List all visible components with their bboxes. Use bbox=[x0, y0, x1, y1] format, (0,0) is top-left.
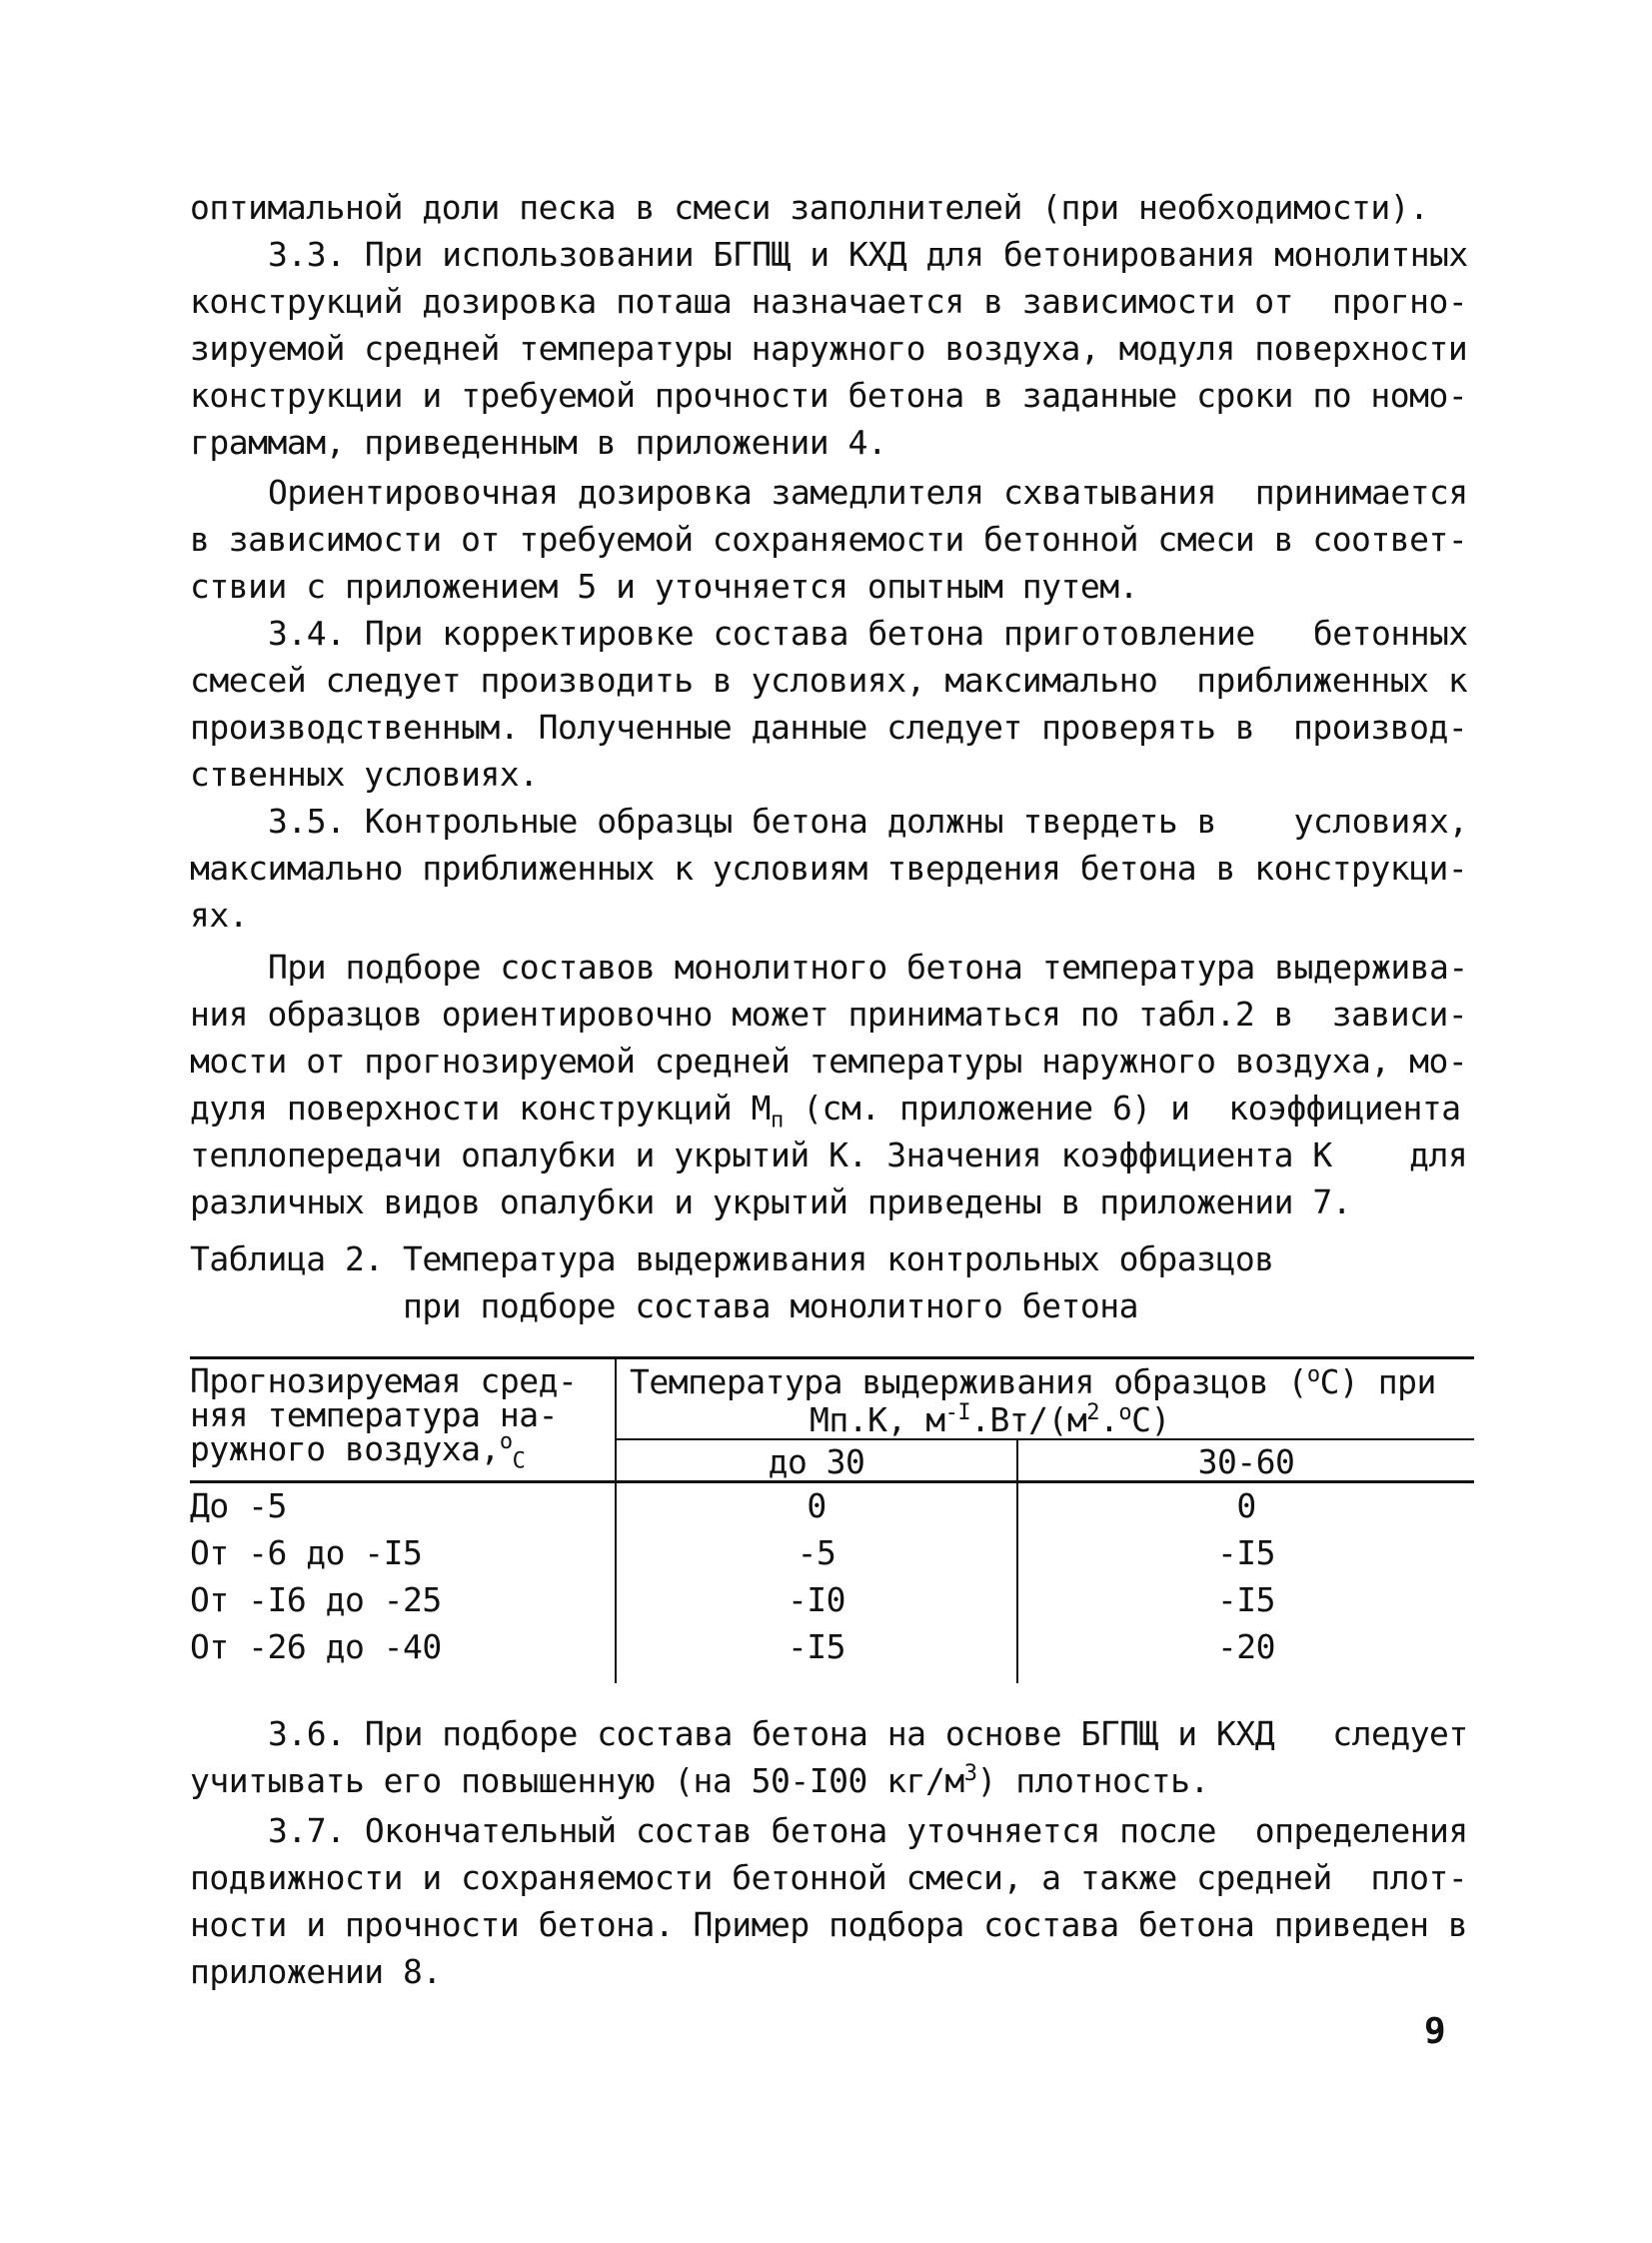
column-header: Прогнозируемая сред- bbox=[190, 1361, 578, 1400]
table-cell: 0 bbox=[1236, 1486, 1256, 1525]
text-line: различных видов опалубки и укрытий приведены в приложении 7. bbox=[190, 1182, 1352, 1221]
table-row-label: До -5 bbox=[190, 1486, 287, 1525]
table-cell: -I5 bbox=[787, 1627, 846, 1666]
text-line: ственных условиях. bbox=[190, 755, 539, 794]
text-fragment: ) плотность. bbox=[976, 1761, 1209, 1800]
text-fragment: С) bbox=[1131, 1400, 1170, 1439]
text-line: смесей следует производить в условиях, максимально приближенных к bbox=[190, 661, 1468, 700]
text-line: подвижности и сохраняемости бетонной смеси, а также средней плот- bbox=[190, 1858, 1468, 1897]
text-line: теплопередачи опалубки и укрытий К. Значения коэффициента К для bbox=[190, 1135, 1468, 1174]
text-fragment: ружного воздуха, bbox=[190, 1429, 500, 1468]
table-row-label: От -26 до -40 bbox=[190, 1627, 442, 1666]
table-cell: -I5 bbox=[1216, 1580, 1276, 1619]
text-line: 3.7. Окончательный состав бетона уточняется после определения bbox=[268, 1811, 1468, 1850]
table-cell: -I5 bbox=[1216, 1533, 1276, 1572]
text-fragment: дуля поверхности конструкций М bbox=[190, 1089, 772, 1127]
text-line: мости от прогнозируемой средней температуры наружного воздуха, мо- bbox=[190, 1042, 1468, 1081]
text-line: ствии с приложением 5 и уточняется опытным путем. bbox=[190, 567, 1139, 606]
text-line: 3.3. При использовании БГПЩ и КХД для бетонирования монолитных bbox=[268, 235, 1468, 274]
text-fragment: С) при bbox=[1319, 1362, 1436, 1401]
superscript: о bbox=[499, 1429, 513, 1454]
column-header bbox=[630, 1362, 1436, 1402]
column-header bbox=[190, 1429, 526, 1474]
table-top-rule bbox=[190, 1356, 1474, 1359]
table-cell: -5 bbox=[797, 1533, 836, 1572]
subscript: С bbox=[512, 1448, 526, 1474]
text-line: Ориентировочная дозировка замедлителя схватывания принимается bbox=[268, 473, 1468, 512]
table-cell: -I0 bbox=[787, 1580, 846, 1619]
column-header: няя температура на- bbox=[190, 1395, 558, 1434]
text-line: приложении 8. bbox=[190, 1952, 442, 1991]
text-line: 3.6. При подборе состава бетона на основе БГПЩ и КХД следует bbox=[268, 1714, 1468, 1753]
superscript: о bbox=[1118, 1400, 1132, 1425]
text-line: производственным. Полученные данные следует проверять в производ- bbox=[190, 708, 1468, 747]
text-line: максимально приближенных к условиям твердения бетона в конструкци- bbox=[190, 849, 1468, 888]
table-caption: Таблица 2. Температура выдерживания контрольных образцов bbox=[190, 1239, 1274, 1278]
text-line: ях. bbox=[190, 896, 249, 935]
text-fragment: .Вт/(м bbox=[970, 1400, 1087, 1439]
column-header bbox=[810, 1400, 1170, 1440]
subscript: п bbox=[771, 1108, 784, 1133]
text-fragment: учитывать его повышенную (на 50-I00 кг/м bbox=[190, 1761, 964, 1800]
superscript: о bbox=[1306, 1362, 1320, 1387]
subheader-col1: до 30 bbox=[768, 1442, 865, 1481]
text-line: конструкций дозировка поташа назначается в зависимости от прогно- bbox=[190, 282, 1468, 321]
table-row-label: От -6 до -I5 bbox=[190, 1533, 423, 1572]
text-line: зируемой средней температуры наружного воздуха, модуля поверхности bbox=[190, 329, 1468, 368]
text-fragment: Температура выдерживания образцов ( bbox=[630, 1362, 1307, 1401]
superscript: 3 bbox=[963, 1761, 977, 1786]
text-line: 3.5. Контрольные образцы бетона должны твердеть в условиях, bbox=[268, 802, 1468, 841]
table-row-label: От -I6 до -25 bbox=[190, 1580, 442, 1619]
text-line: оптимальной доли песка в смеси заполнителей (при необходимости). bbox=[190, 188, 1429, 227]
text-line: При подборе составов монолитного бетона температура выдержива- bbox=[268, 948, 1468, 987]
subheader-col2: 30-60 bbox=[1197, 1442, 1295, 1481]
text-line: ния образцов ориентировочно может приниматься по табл.2 в зависи- bbox=[190, 995, 1468, 1034]
text-line: в зависимости от требуемой сохраняемости бетонной смеси в соответ- bbox=[190, 520, 1468, 559]
text-line: ности и прочности бетона. Пример подбора состава бетона приведен в bbox=[190, 1905, 1468, 1944]
table-caption: при подборе состава монолитного бетона bbox=[403, 1286, 1138, 1325]
table-cell: 0 bbox=[807, 1486, 826, 1525]
text-line: 3.4. При корректировке состава бетона приготовление бетонных bbox=[268, 614, 1468, 653]
superscript: -I bbox=[944, 1400, 971, 1425]
page-number: 9 bbox=[1424, 2011, 1446, 2052]
text-line bbox=[190, 1086, 1461, 1131]
table-cell: -20 bbox=[1216, 1627, 1276, 1666]
superscript: 2 bbox=[1086, 1400, 1100, 1425]
text-line bbox=[190, 1758, 1209, 1804]
text-fragment: Мп.К, м bbox=[810, 1400, 945, 1439]
text-fragment: (см. приложение 6) и коэффициента bbox=[783, 1089, 1461, 1127]
text-line: граммам, приведенным в приложении 4. bbox=[190, 423, 887, 462]
text-line: конструкции и требуемой прочности бетона в заданные сроки по номо- bbox=[190, 376, 1468, 415]
text-fragment: . bbox=[1099, 1400, 1119, 1439]
